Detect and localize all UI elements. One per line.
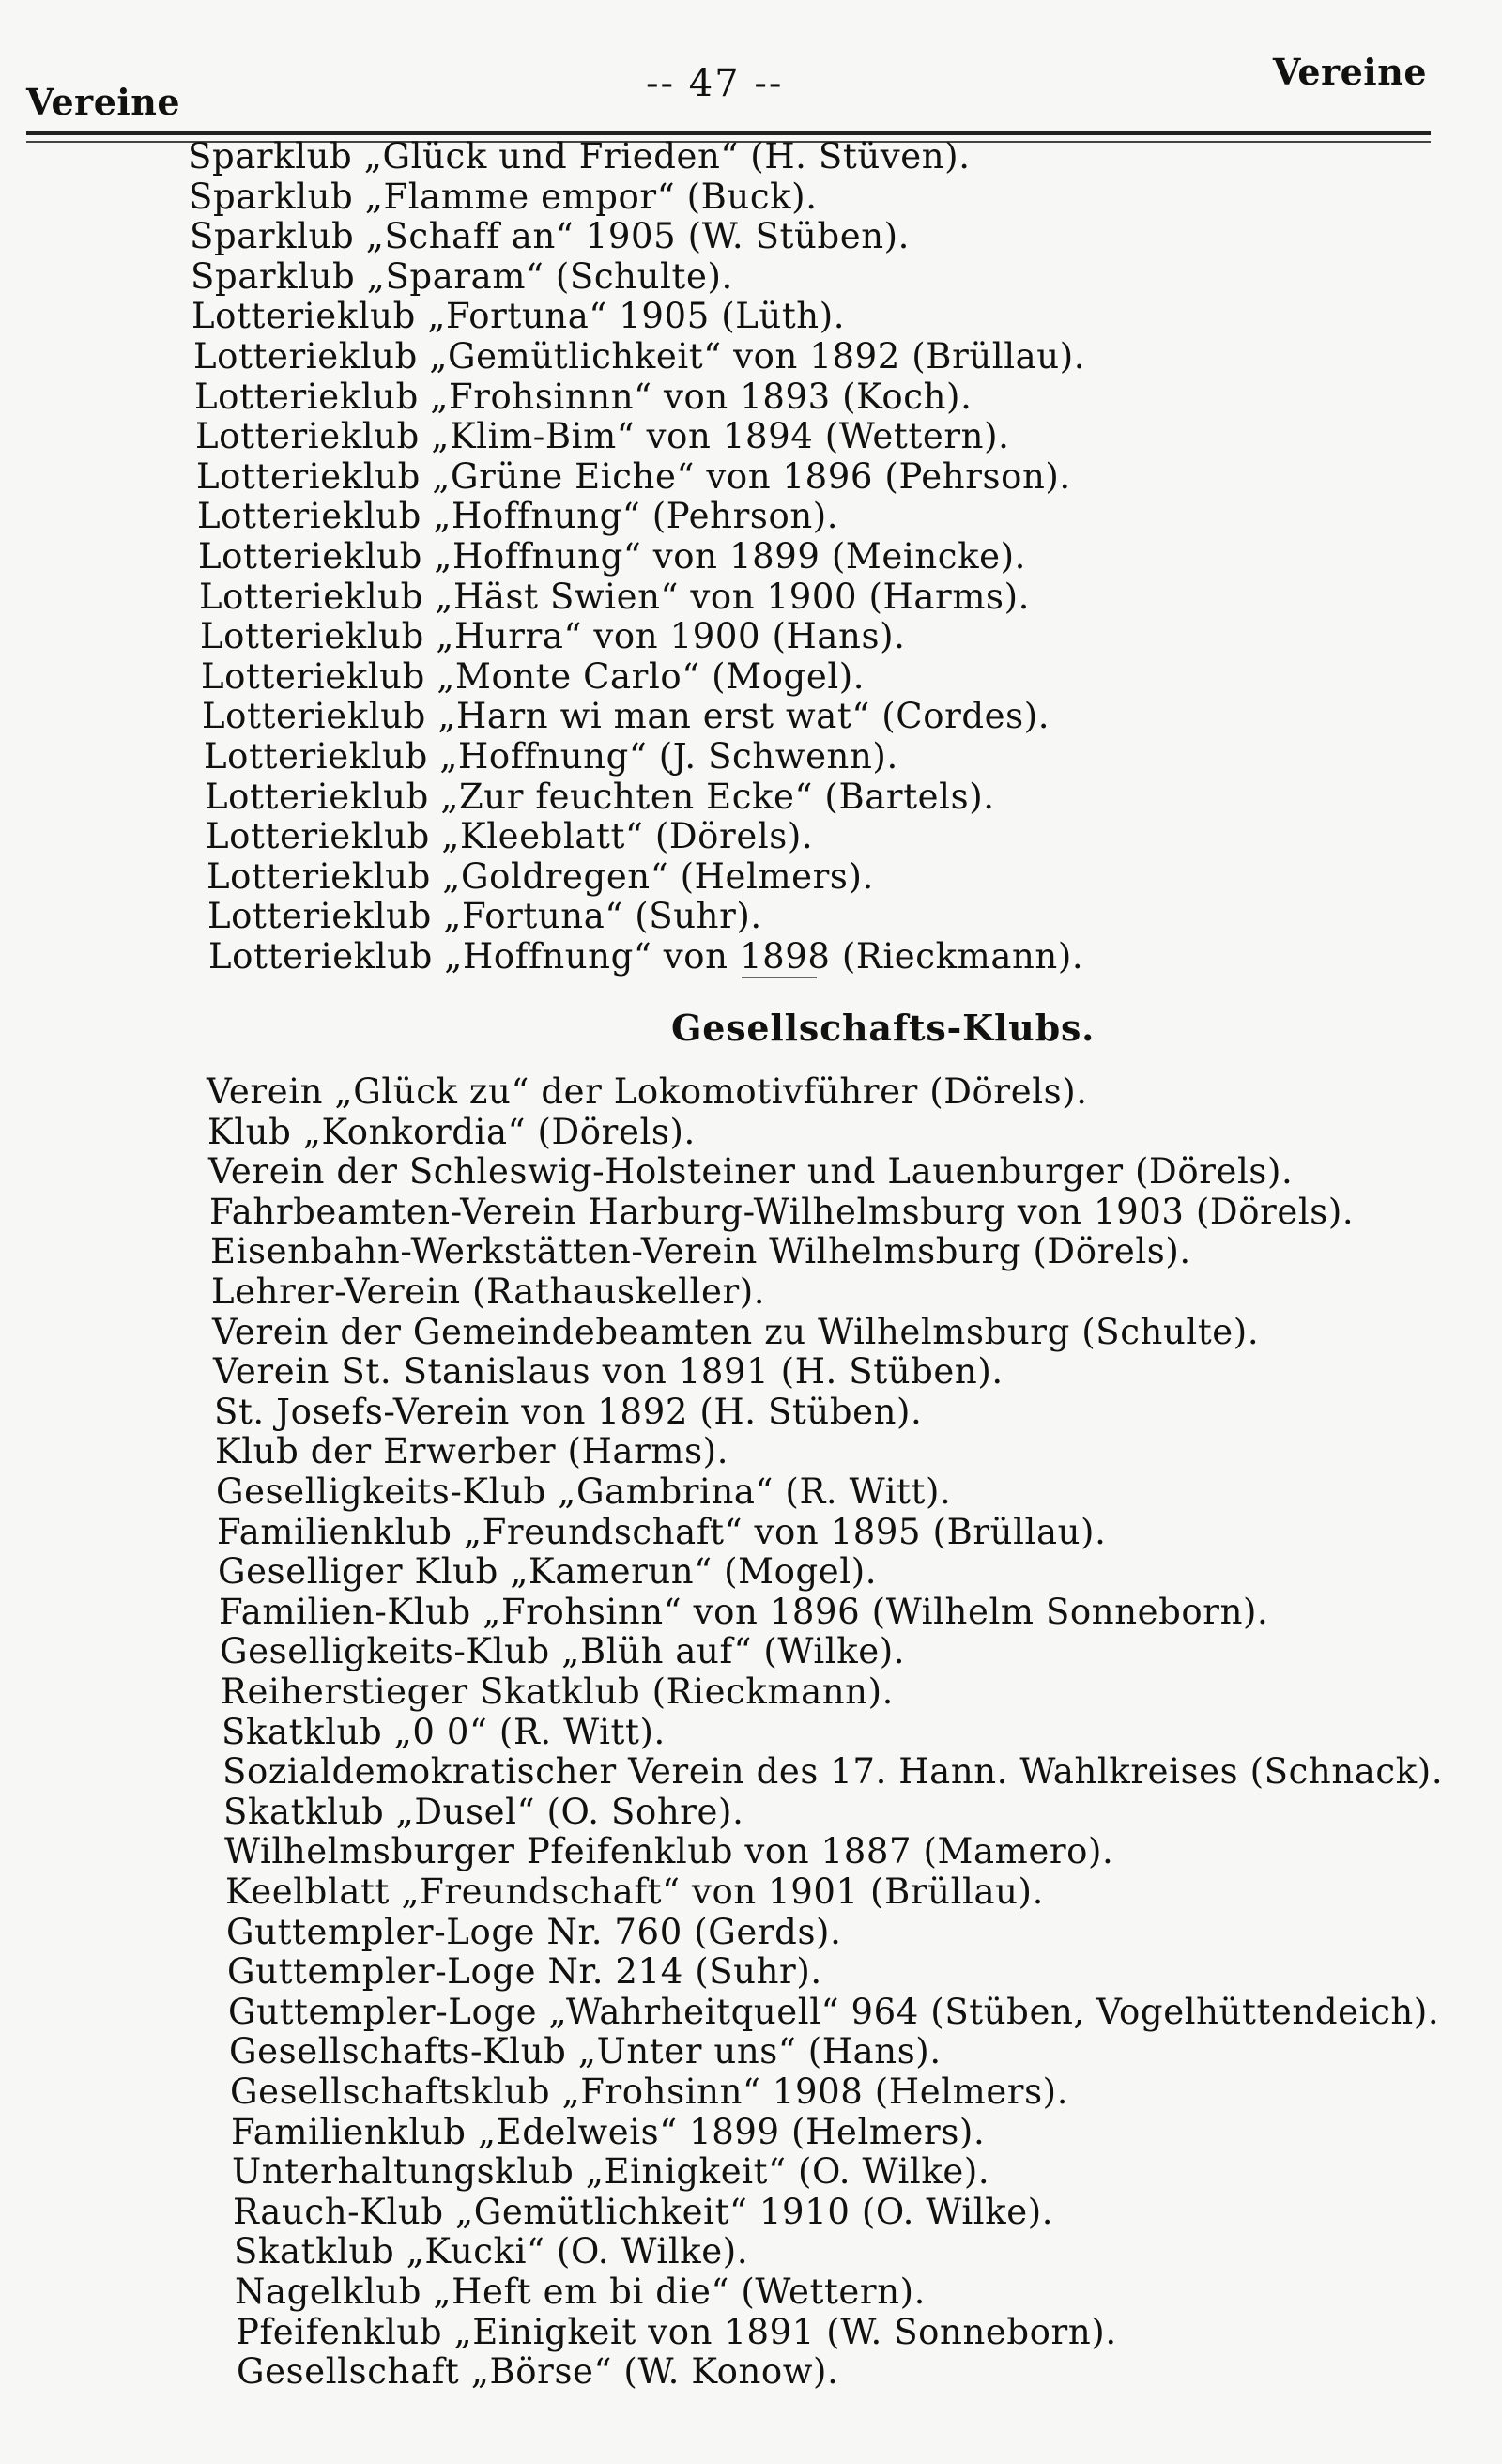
list-item: Geselliger Klub „Kamerun“ (Mogel).: [218, 1551, 878, 1593]
list-item: Familien-Klub „Frohsinn“ von 1896 (Wilhelm Sonneborn).: [219, 1591, 1269, 1632]
list-item: Lotterieklub „Hoffnung“ von 1899 (Meincke).: [198, 536, 1026, 577]
list-item: Skatklub „Dusel“ (O. Sohre).: [223, 1791, 744, 1832]
list-item: Lotterieklub „Gemütlichkeit“ von 1892 (Brüllau).: [193, 336, 1086, 377]
list-item: Lotterieklub „Frohsinnn“ von 1893 (Koch).: [194, 376, 973, 417]
list-item: Wilhelmsburger Pfeifenklub von 1887 (Mamero).: [224, 1831, 1114, 1872]
list-item: Lotterieklub „Goldregen“ (Helmers).: [207, 855, 874, 897]
list-item: Eisenbahn-Werkstätten-Verein Wilhelmsburg (Dörels).: [210, 1231, 1191, 1272]
list-item: Gesellschaftsklub „Frohsinn“ 1908 (Helmers).: [230, 2071, 1069, 2112]
section-title: Gesellschafts-Klubs.: [671, 1007, 1096, 1049]
list-item: Sparklub „Schaff an“ 1905 (W. Stüben).: [190, 216, 911, 257]
list-item: Guttempler-Loge „Wahrheitquell“ 964 (Stüben, Vogelhüttendeich).: [228, 1991, 1440, 2032]
list-item: Lotterieklub „Harn wi man erst wat“ (Cordes).: [202, 696, 1050, 737]
list-item: Sparklub „Flamme empor“ (Buck).: [189, 176, 818, 217]
list-item: Fahrbeamten-Verein Harburg-Wilhelmsburg von 1903 (Dörels).: [209, 1191, 1355, 1232]
header-left-title: Vereine: [26, 81, 181, 123]
list-item: Lehrer-Verein (Rathauskeller).: [211, 1271, 766, 1312]
list-item: Familienklub „Freundschaft“ von 1895 (Brüllau).: [217, 1511, 1107, 1552]
list-item: Lotterieklub „Fortuna“ (Suhr).: [207, 896, 762, 937]
list-item: Lotterieklub „Kleeblatt“ (Dörels).: [206, 816, 814, 857]
list-item: Klub der Erwerber (Harms).: [215, 1431, 729, 1472]
list-item: Guttempler-Loge Nr. 760 (Gerds).: [226, 1911, 842, 1952]
section-divider: [742, 977, 817, 978]
list-item: Verein der Gemeindebeamten zu Wilhelmsburg (Schulte).: [212, 1311, 1260, 1352]
list-item: Lotterieklub „Häst Swien“ von 1900 (Harms).: [199, 576, 1031, 617]
list-item: Verein „Glück zu“ der Lokomotivführer (Dörels).: [207, 1071, 1088, 1112]
list-item: Pfeifenklub „Einigkeit von 1891 (W. Sonneborn).: [236, 2311, 1117, 2352]
list-item: Lotterieklub „Grüne Eiche“ von 1896 (Pehrson).: [196, 455, 1071, 497]
list-item: Lotterieklub „Hoffnung“ (Pehrson).: [197, 496, 839, 537]
list-item: St. Josefs-Verein von 1892 (H. Stüben).: [214, 1391, 923, 1432]
list-item: Sozialdemokratischer Verein des 17. Hann. Wahlkreises (Schnack).: [222, 1751, 1444, 1793]
list-item: Lotterieklub „Hoffnung“ (J. Schwenn).: [204, 736, 898, 777]
list-item: Geselligkeits-Klub „Gambrina“ (R. Witt).: [216, 1471, 952, 1512]
list-item: Guttempler-Loge Nr. 214 (Suhr).: [227, 1951, 822, 1993]
list-item: Reiherstieger Skatklub (Rieckmann).: [221, 1671, 895, 1712]
list-item: Verein St. Stanislaus von 1891 (H. Stüben).: [213, 1351, 1004, 1393]
header-rule-thick: [26, 131, 1431, 135]
list-item: Lotterieklub „Hurra“ von 1900 (Hans).: [200, 616, 906, 657]
list-item: Rauch-Klub „Gemütlichkeit“ 1910 (O. Wilke).: [233, 2191, 1054, 2232]
list-item: Lotterieklub „Fortuna“ 1905 (Lüth).: [192, 296, 846, 337]
list-item: Lotterieklub „Hoffnung“ von 1898 (Rieckmann).: [208, 936, 1084, 977]
header-right-title: Vereine: [1272, 51, 1427, 93]
list-item: Sparklub „Glück und Frieden“ (H. Stüven).: [188, 136, 971, 177]
list-item: Klub „Konkordia“ (Dörels).: [207, 1111, 696, 1152]
list-item: Unterhaltungsklub „Einigkeit“ (O. Wilke).: [232, 2151, 990, 2193]
list-item: Verein der Schleswig-Holsteiner und Lauenburger (Dörels).: [208, 1151, 1294, 1193]
list-item: Gesellschaft „Börse“ (W. Konow).: [237, 2351, 839, 2393]
list-item: Gesellschafts-Klub „Unter uns“ (Hans).: [229, 2031, 942, 2072]
list-item: Familienklub „Edelweis“ 1899 (Helmers).: [231, 2111, 986, 2152]
list-item: Skatklub „0 0“ (R. Witt).: [222, 1711, 666, 1752]
page-header: [26, 51, 1427, 123]
list-item: Keelblatt „Freundschaft“ von 1901 (Brüllau).: [225, 1871, 1044, 1912]
list-item: Lotterieklub „Zur feuchten Ecke“ (Bartels).: [205, 776, 995, 817]
list-item: Sparklub „Sparam“ (Schulte).: [191, 255, 733, 297]
list-item: Nagelklub „Heft em bi die“ (Wettern).: [235, 2272, 927, 2312]
list-item: Lotterieklub „Klim-Bim“ von 1894 (Wettern).: [195, 416, 1010, 457]
list-item: Geselligkeits-Klub „Blüh auf“ (Wilke).: [220, 1631, 906, 1672]
list-item: Lotterieklub „Monte Carlo“ (Mogel).: [201, 655, 866, 697]
page-number: -- 47 --: [646, 62, 784, 105]
list-item: Skatklub „Kucki“ (O. Wilke).: [234, 2231, 749, 2272]
